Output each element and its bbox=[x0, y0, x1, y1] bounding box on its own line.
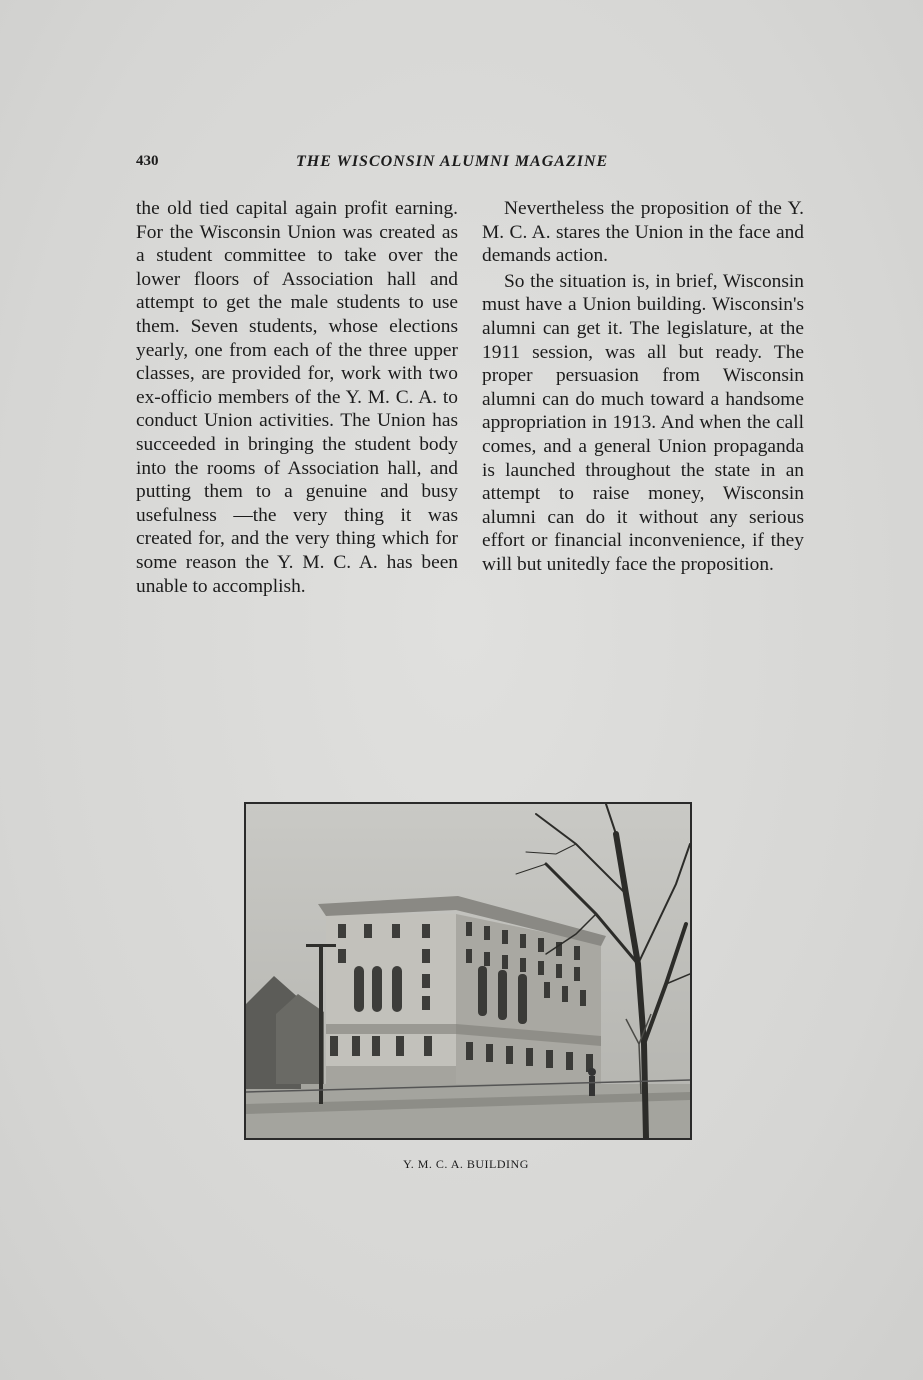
page-number: 430 bbox=[136, 153, 159, 169]
right-column-paragraph-2: So the situation is, in brief, Wisconsin must have a Union building. Wisconsin's alumni can get it. The legislature, at the 1911 session, was all but ready. The proper persuasion from Wisconsin alumni can do much toward a handsome appropriation in 1913. And when the call comes, and a general Union propaganda is launched throughout the state in an attempt to raise money, Wisconsin alumni can do it without any serious effort or financial inconvenience, if they will but unitedly face the proposition. bbox=[482, 270, 804, 575]
running-head bbox=[136, 153, 812, 177]
right-column bbox=[482, 197, 804, 577]
building-photo-illustration bbox=[246, 804, 690, 1138]
photo-caption: Y. M. C. A. BUILDING bbox=[403, 1157, 529, 1171]
journal-title: THE WISCONSIN ALUMNI MAGAZINE bbox=[296, 153, 609, 170]
right-column-paragraph-1: Nevertheless the proposition of the Y. M. C. A. stares the Union in the face and demands action. bbox=[482, 198, 804, 267]
left-column-paragraph: the old tied capital again profit earning. For the Wisconsin Union was created as a student committee to take over the lower floors of Association hall and attempt to get the male students to use them. Seven students, whose elections yearly, one from each of the three upper classes, are provided for, work with two ex-officio members of the Y. M. C. A. to conduct Union activities. The Union has succeeded in bringing the student body into the rooms of Association hall, and putting them to a genuine and busy usefulness —the very thing it was created for, and the very thing which for some reason the Y. M. C. A. has been unable to accomplish. bbox=[136, 198, 458, 597]
ymca-building-photo bbox=[244, 802, 692, 1140]
left-column bbox=[136, 197, 458, 598]
